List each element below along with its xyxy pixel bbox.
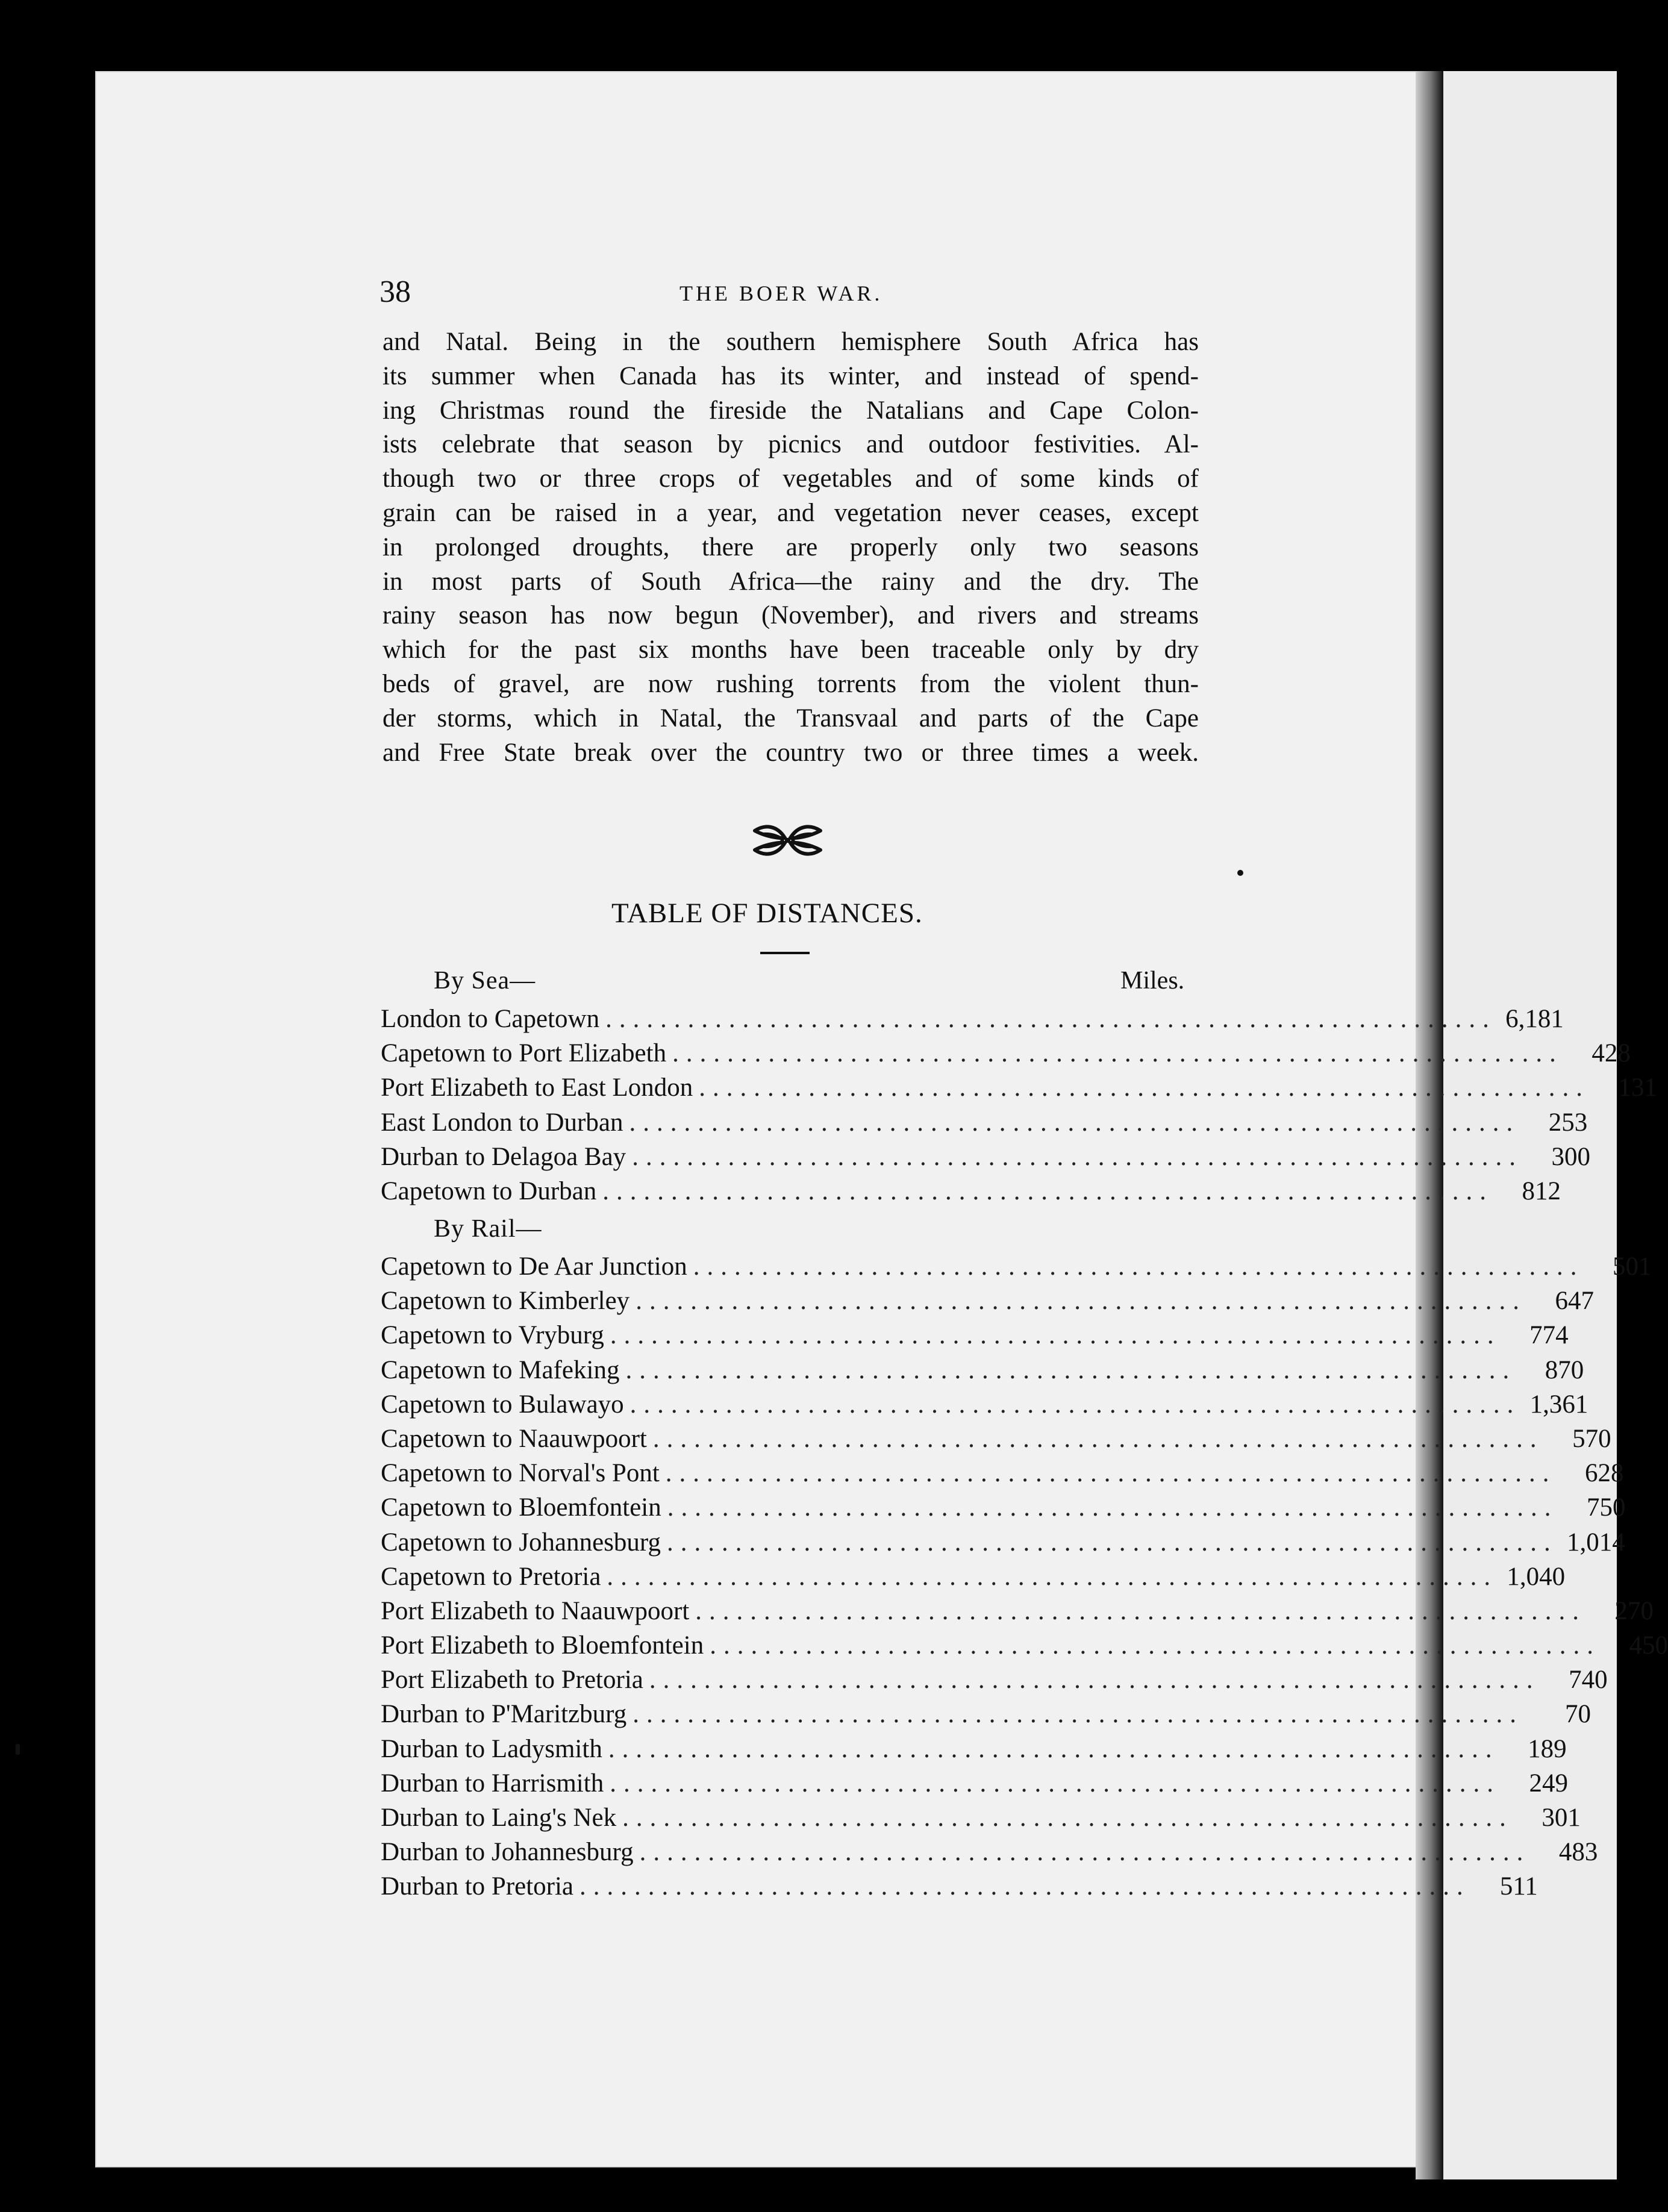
- route-miles: 511: [1499, 1872, 1538, 1901]
- route-name: Capetown to Vryburg: [381, 1321, 604, 1350]
- route-row: [381, 1732, 1567, 1766]
- route-row: [381, 1353, 1584, 1387]
- route-row: [381, 1766, 1568, 1801]
- route-miles: 1,361: [1529, 1390, 1588, 1419]
- page-number: 38: [380, 275, 411, 309]
- body-line: in prolonged droughts, there are properly only two seasons: [383, 533, 1199, 561]
- body-line: der storms, which in Natal, the Transvaal and parts of the Cape: [383, 704, 1199, 733]
- dot-leader: .................................................................: [610, 1769, 1501, 1798]
- route-miles: 249: [1529, 1769, 1568, 1798]
- route-name: Durban to Harrismith: [381, 1769, 604, 1798]
- dot-leader: .................................................................: [605, 1005, 1496, 1033]
- route-name: Capetown to Bloemfontein: [381, 1493, 661, 1522]
- floral-ornament-icon: [750, 820, 825, 860]
- route-miles: 6,181: [1505, 1005, 1564, 1033]
- dot-leader: .................................................................: [602, 1176, 1494, 1205]
- route-name: Durban to Ladysmith: [381, 1734, 602, 1763]
- title-rule: [760, 952, 810, 954]
- dot-leader: .................................................................: [610, 1321, 1501, 1350]
- route-miles: 301: [1541, 1804, 1581, 1832]
- body-line: rainy season has now begun (November), and rivers and streams: [383, 601, 1199, 630]
- dot-leader: .................................................................: [652, 1424, 1544, 1453]
- dot-leader: .................................................................: [629, 1390, 1521, 1419]
- route-name: Capetown to Kimberley: [381, 1287, 630, 1316]
- route-miles: 870: [1545, 1355, 1584, 1384]
- route-row: [381, 1663, 1608, 1697]
- route-row: [381, 1594, 1654, 1628]
- route-row: [381, 1456, 1624, 1490]
- route-miles: 812: [1522, 1176, 1561, 1205]
- body-line: grain can be raised in a year, and vegetation never ceases, except: [383, 498, 1199, 527]
- route-name: Durban to Johannesburg: [381, 1838, 634, 1867]
- route-name: Capetown to Port Elizabeth: [381, 1039, 667, 1068]
- route-name: Durban to P'Maritzburg: [381, 1700, 627, 1729]
- table-title: TABLE OF DISTANCES.: [611, 898, 923, 929]
- route-miles: 450: [1629, 1631, 1668, 1660]
- route-row: [381, 1140, 1590, 1174]
- route-row: [381, 1318, 1569, 1352]
- route-name: London to Capetown: [381, 1005, 600, 1033]
- paper-speck: [16, 1744, 20, 1755]
- body-line: and Free State break over the country two or three times a week.: [383, 738, 1199, 767]
- route-row: [381, 1525, 1625, 1560]
- dot-leader: .................................................................: [622, 1804, 1513, 1832]
- route-name: Durban to Laing's Nek: [381, 1804, 617, 1832]
- route-row: [381, 1105, 1588, 1140]
- route-row: [381, 1490, 1626, 1525]
- body-paragraph: [383, 325, 1199, 770]
- rail-distance-list: [381, 1249, 1668, 1904]
- dot-leader: .................................................................: [693, 1252, 1584, 1281]
- sea-section-label: By Sea—: [434, 967, 536, 995]
- route-miles: 647: [1555, 1287, 1594, 1316]
- route-name: Durban to Delagoa Bay: [381, 1142, 626, 1171]
- running-title: THE BOER WAR.: [679, 281, 883, 305]
- dot-leader: .................................................................: [632, 1142, 1523, 1171]
- route-row: [381, 1801, 1581, 1835]
- route-name: Capetown to De Aar Junction: [381, 1252, 687, 1281]
- dot-leader: .................................................................: [665, 1459, 1557, 1488]
- body-line: beds of gravel, are now rushing torrents from the violent thun-: [383, 669, 1199, 698]
- route-name: Durban to Pretoria: [381, 1872, 574, 1901]
- route-row: [381, 1628, 1668, 1663]
- route-miles: 253: [1548, 1108, 1588, 1137]
- route-name: East London to Durban: [381, 1108, 623, 1137]
- route-row: [381, 1560, 1566, 1594]
- route-name: Port Elizabeth to Naauwpoort: [381, 1596, 690, 1625]
- body-line: ists celebrate that season by picnics and outdoor festivities. Al-: [383, 430, 1199, 459]
- route-miles: 189: [1528, 1734, 1567, 1763]
- route-row: [381, 1835, 1598, 1869]
- route-row: [381, 1387, 1588, 1422]
- route-miles: 501: [1613, 1252, 1652, 1281]
- dot-leader: .................................................................: [699, 1073, 1590, 1102]
- route-name: Port Elizabeth to East London: [381, 1073, 693, 1102]
- route-miles: 270: [1614, 1596, 1654, 1625]
- body-line: ing Christmas round the fireside the Natalians and Cape Colon-: [383, 396, 1199, 425]
- dot-leader: .................................................................: [672, 1039, 1563, 1068]
- route-name: Capetown to Durban: [381, 1176, 597, 1205]
- route-miles: 1,040: [1507, 1562, 1566, 1591]
- route-name: Capetown to Mafeking: [381, 1355, 620, 1384]
- sea-distance-list: [381, 1002, 1658, 1208]
- route-miles: 1,014: [1566, 1528, 1625, 1557]
- body-line: which for the past six months have been traceable only by dry: [383, 636, 1199, 664]
- body-line: and Natal. Being in the southern hemisphere South Africa has: [383, 328, 1199, 356]
- route-name: Port Elizabeth to Bloemfontein: [381, 1631, 704, 1660]
- route-miles: 570: [1572, 1424, 1611, 1453]
- route-name: Capetown to Johannesburg: [381, 1528, 661, 1557]
- dot-leader: .................................................................: [667, 1493, 1558, 1522]
- route-name: Capetown to Naauwpoort: [381, 1424, 647, 1453]
- route-name: Port Elizabeth to Pretoria: [381, 1666, 643, 1695]
- route-miles: 750: [1587, 1493, 1626, 1522]
- dot-leader: .................................................................: [666, 1528, 1558, 1557]
- route-miles: 774: [1529, 1321, 1569, 1350]
- route-row: [381, 1070, 1658, 1105]
- body-line: in most parts of South Africa—the rainy and the dry. The: [383, 567, 1199, 596]
- route-miles: 131: [1618, 1073, 1658, 1102]
- route-miles: 428: [1591, 1039, 1631, 1068]
- dot-leader: .................................................................: [633, 1700, 1523, 1729]
- paper-speck: [1237, 870, 1243, 876]
- route-row: [381, 1869, 1538, 1904]
- dot-leader: .................................................................: [625, 1355, 1517, 1384]
- route-miles: 300: [1551, 1142, 1590, 1171]
- running-header: [380, 274, 1193, 316]
- route-miles: 628: [1585, 1459, 1624, 1488]
- dot-leader: .................................................................: [607, 1562, 1498, 1591]
- route-row: [381, 1284, 1594, 1318]
- dot-leader: .................................................................: [636, 1287, 1526, 1316]
- route-row: [381, 1002, 1564, 1036]
- route-row: [381, 1174, 1561, 1208]
- route-name: Capetown to Pretoria: [381, 1562, 601, 1591]
- route-row: [381, 1036, 1631, 1070]
- route-row: [381, 1697, 1591, 1731]
- route-miles: 483: [1558, 1838, 1598, 1867]
- dot-leader: .................................................................: [639, 1838, 1531, 1867]
- rail-section-label: By Rail—: [434, 1215, 542, 1243]
- dot-leader: .................................................................: [629, 1108, 1520, 1137]
- route-miles: 740: [1569, 1666, 1608, 1695]
- body-line: though two or three crops of vegetables and of some kinds of: [383, 464, 1199, 493]
- dot-leader: .................................................................: [579, 1872, 1470, 1901]
- dot-leader: .................................................................: [710, 1631, 1601, 1660]
- route-miles: 70: [1564, 1700, 1591, 1729]
- dot-leader: .................................................................: [608, 1734, 1499, 1763]
- route-row: [381, 1422, 1611, 1456]
- miles-column-header: Miles.: [1120, 967, 1185, 995]
- route-name: Capetown to Bulawayo: [381, 1390, 624, 1419]
- body-line: its summer when Canada has its winter, and instead of spend-: [383, 361, 1199, 390]
- dot-leader: .................................................................: [649, 1666, 1540, 1695]
- route-name: Capetown to Norval's Pont: [381, 1459, 660, 1488]
- dot-leader: .................................................................: [695, 1596, 1587, 1625]
- route-row: [381, 1249, 1652, 1284]
